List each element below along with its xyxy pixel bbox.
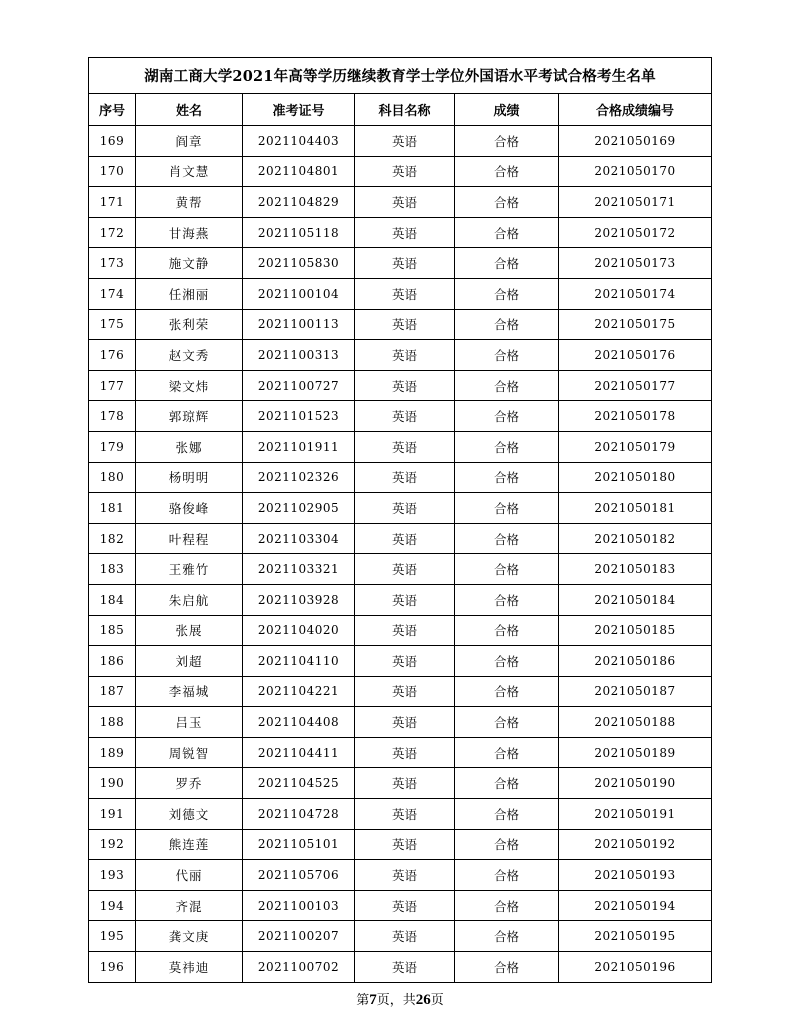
- table-row: [89, 707, 712, 738]
- cell-index: 196: [89, 952, 136, 983]
- cell-name: 罗乔: [136, 768, 243, 799]
- cell-exam-id: 2021101523: [243, 401, 355, 432]
- cell-index: 169: [89, 126, 136, 157]
- cell-result: 合格: [455, 829, 559, 860]
- table-row: [89, 554, 712, 585]
- cell-exam-id: 2021103304: [243, 523, 355, 554]
- cell-index: 181: [89, 493, 136, 524]
- cell-cert-no: 2021050177: [559, 370, 712, 401]
- header-row: [89, 94, 712, 126]
- cell-name: 叶程程: [136, 523, 243, 554]
- cell-cert-no: 2021050191: [559, 799, 712, 830]
- table-row: [89, 156, 712, 187]
- cell-exam-id: 2021105101: [243, 829, 355, 860]
- cell-name: 李福城: [136, 676, 243, 707]
- cell-subject: 英语: [355, 707, 455, 738]
- cell-exam-id: 2021104020: [243, 615, 355, 646]
- table-row: [89, 493, 712, 524]
- cell-index: 178: [89, 401, 136, 432]
- total-page-count: 26: [415, 992, 431, 1008]
- cell-exam-id: 2021102326: [243, 462, 355, 493]
- cell-subject: 英语: [355, 615, 455, 646]
- cell-exam-id: 2021104411: [243, 737, 355, 768]
- cell-cert-no: 2021050196: [559, 952, 712, 983]
- cell-exam-id: 2021104221: [243, 676, 355, 707]
- table-row: [89, 523, 712, 554]
- cell-subject: 英语: [355, 278, 455, 309]
- cell-subject: 英语: [355, 799, 455, 830]
- cell-subject: 英语: [355, 860, 455, 891]
- cell-name: 肖文慧: [136, 156, 243, 187]
- cell-result: 合格: [455, 952, 559, 983]
- cell-cert-no: 2021050194: [559, 890, 712, 921]
- cell-result: 合格: [455, 646, 559, 677]
- cell-name: 甘海燕: [136, 217, 243, 248]
- table-row: [89, 309, 712, 340]
- cell-exam-id: 2021103928: [243, 584, 355, 615]
- column-header-cert-no: 合格成绩编号: [559, 94, 712, 126]
- cell-name: 张利荣: [136, 309, 243, 340]
- cell-result: 合格: [455, 890, 559, 921]
- cell-subject: 英语: [355, 890, 455, 921]
- roster-table: [88, 57, 712, 983]
- cell-subject: 英语: [355, 829, 455, 860]
- cell-cert-no: 2021050184: [559, 584, 712, 615]
- column-header-subject: 科目名称: [355, 94, 455, 126]
- cell-subject: 英语: [355, 523, 455, 554]
- table-row: [89, 340, 712, 371]
- cell-exam-id: 2021104728: [243, 799, 355, 830]
- cell-name: 梁文炜: [136, 370, 243, 401]
- table-row: [89, 646, 712, 677]
- cell-cert-no: 2021050183: [559, 554, 712, 585]
- cell-index: 177: [89, 370, 136, 401]
- cell-cert-no: 2021050179: [559, 431, 712, 462]
- cell-result: 合格: [455, 860, 559, 891]
- cell-index: 187: [89, 676, 136, 707]
- cell-name: 张娜: [136, 431, 243, 462]
- cell-cert-no: 2021050178: [559, 401, 712, 432]
- cell-cert-no: 2021050173: [559, 248, 712, 279]
- cell-exam-id: 2021104801: [243, 156, 355, 187]
- cell-subject: 英语: [355, 126, 455, 157]
- footer-prefix: 第: [356, 993, 370, 1008]
- cell-result: 合格: [455, 768, 559, 799]
- cell-exam-id: 2021102905: [243, 493, 355, 524]
- cell-index: 183: [89, 554, 136, 585]
- cell-index: 193: [89, 860, 136, 891]
- table-row: [89, 370, 712, 401]
- cell-exam-id: 2021105706: [243, 860, 355, 891]
- cell-exam-id: 2021105118: [243, 217, 355, 248]
- cell-index: 182: [89, 523, 136, 554]
- cell-cert-no: 2021050174: [559, 278, 712, 309]
- cell-name: 刘德文: [136, 799, 243, 830]
- cell-result: 合格: [455, 493, 559, 524]
- cell-result: 合格: [455, 401, 559, 432]
- cell-exam-id: 2021100313: [243, 340, 355, 371]
- column-header-index: 序号: [89, 94, 136, 126]
- table-row: [89, 217, 712, 248]
- cell-subject: 英语: [355, 462, 455, 493]
- table-row: [89, 890, 712, 921]
- cell-result: 合格: [455, 370, 559, 401]
- cell-cert-no: 2021050182: [559, 523, 712, 554]
- cell-index: 189: [89, 737, 136, 768]
- cell-subject: 英语: [355, 921, 455, 952]
- cell-subject: 英语: [355, 156, 455, 187]
- cell-exam-id: 2021105830: [243, 248, 355, 279]
- cell-subject: 英语: [355, 401, 455, 432]
- cell-exam-id: 2021100702: [243, 952, 355, 983]
- cell-name: 赵文秀: [136, 340, 243, 371]
- cell-cert-no: 2021050172: [559, 217, 712, 248]
- cell-cert-no: 2021050190: [559, 768, 712, 799]
- cell-cert-no: 2021050187: [559, 676, 712, 707]
- cell-cert-no: 2021050170: [559, 156, 712, 187]
- cell-result: 合格: [455, 431, 559, 462]
- cell-result: 合格: [455, 799, 559, 830]
- cell-result: 合格: [455, 126, 559, 157]
- cell-cert-no: 2021050186: [559, 646, 712, 677]
- cell-name: 郭琼辉: [136, 401, 243, 432]
- table-row: [89, 921, 712, 952]
- cell-name: 齐混: [136, 890, 243, 921]
- cell-result: 合格: [455, 309, 559, 340]
- cell-exam-id: 2021104403: [243, 126, 355, 157]
- cell-cert-no: 2021050193: [559, 860, 712, 891]
- cell-result: 合格: [455, 707, 559, 738]
- cell-cert-no: 2021050175: [559, 309, 712, 340]
- cell-index: 172: [89, 217, 136, 248]
- cell-result: 合格: [455, 554, 559, 585]
- table-row: [89, 829, 712, 860]
- cell-exam-id: 2021104110: [243, 646, 355, 677]
- cell-cert-no: 2021050181: [559, 493, 712, 524]
- cell-result: 合格: [455, 921, 559, 952]
- roster-body: [89, 126, 712, 983]
- table-row: [89, 584, 712, 615]
- cell-result: 合格: [455, 615, 559, 646]
- cell-cert-no: 2021050171: [559, 187, 712, 218]
- cell-name: 代丽: [136, 860, 243, 891]
- cell-result: 合格: [455, 248, 559, 279]
- cell-cert-no: 2021050192: [559, 829, 712, 860]
- cell-cert-no: 2021050169: [559, 126, 712, 157]
- title-row: [89, 58, 712, 94]
- cell-index: 195: [89, 921, 136, 952]
- cell-subject: 英语: [355, 370, 455, 401]
- cell-name: 阎章: [136, 126, 243, 157]
- cell-subject: 英语: [355, 676, 455, 707]
- cell-name: 朱启航: [136, 584, 243, 615]
- cell-cert-no: 2021050180: [559, 462, 712, 493]
- cell-index: 184: [89, 584, 136, 615]
- cell-name: 刘超: [136, 646, 243, 677]
- cell-index: 170: [89, 156, 136, 187]
- cell-exam-id: 2021100207: [243, 921, 355, 952]
- cell-name: 周锐智: [136, 737, 243, 768]
- cell-result: 合格: [455, 340, 559, 371]
- cell-result: 合格: [455, 584, 559, 615]
- cell-index: 194: [89, 890, 136, 921]
- cell-index: 192: [89, 829, 136, 860]
- cell-index: 185: [89, 615, 136, 646]
- cell-subject: 英语: [355, 217, 455, 248]
- table-row: [89, 462, 712, 493]
- cell-result: 合格: [455, 187, 559, 218]
- cell-exam-id: 2021100104: [243, 278, 355, 309]
- cell-name: 熊连莲: [136, 829, 243, 860]
- cell-cert-no: 2021050176: [559, 340, 712, 371]
- cell-name: 杨明明: [136, 462, 243, 493]
- cell-index: 180: [89, 462, 136, 493]
- cell-cert-no: 2021050185: [559, 615, 712, 646]
- table-row: [89, 799, 712, 830]
- cell-name: 骆俊峰: [136, 493, 243, 524]
- cell-exam-id: 2021100113: [243, 309, 355, 340]
- cell-index: 190: [89, 768, 136, 799]
- cell-result: 合格: [455, 737, 559, 768]
- column-header-exam-id: 准考证号: [243, 94, 355, 126]
- cell-cert-no: 2021050189: [559, 737, 712, 768]
- column-header-result: 成绩: [455, 94, 559, 126]
- cell-result: 合格: [455, 676, 559, 707]
- cell-exam-id: 2021103321: [243, 554, 355, 585]
- table-row: [89, 615, 712, 646]
- cell-subject: 英语: [355, 309, 455, 340]
- cell-subject: 英语: [355, 768, 455, 799]
- cell-index: 175: [89, 309, 136, 340]
- cell-subject: 英语: [355, 340, 455, 371]
- table-row: [89, 737, 712, 768]
- cell-result: 合格: [455, 462, 559, 493]
- table-row: [89, 676, 712, 707]
- current-page-number: 7: [369, 992, 377, 1008]
- cell-exam-id: 2021100103: [243, 890, 355, 921]
- cell-subject: 英语: [355, 554, 455, 585]
- cell-exam-id: 2021100727: [243, 370, 355, 401]
- cell-result: 合格: [455, 278, 559, 309]
- cell-index: 173: [89, 248, 136, 279]
- table-row: [89, 952, 712, 983]
- cell-name: 莫祎迪: [136, 952, 243, 983]
- cell-subject: 英语: [355, 493, 455, 524]
- cell-name: 张展: [136, 615, 243, 646]
- cell-index: 176: [89, 340, 136, 371]
- cell-result: 合格: [455, 156, 559, 187]
- roster-sheet: [88, 57, 711, 983]
- cell-name: 王雅竹: [136, 554, 243, 585]
- cell-name: 任湘丽: [136, 278, 243, 309]
- cell-name: 黄帮: [136, 187, 243, 218]
- cell-cert-no: 2021050195: [559, 921, 712, 952]
- table-row: [89, 248, 712, 279]
- cell-index: 188: [89, 707, 136, 738]
- table-row: [89, 860, 712, 891]
- cell-exam-id: 2021101911: [243, 431, 355, 462]
- cell-subject: 英语: [355, 431, 455, 462]
- table-row: [89, 768, 712, 799]
- cell-name: 施文静: [136, 248, 243, 279]
- cell-subject: 英语: [355, 584, 455, 615]
- column-header-name: 姓名: [136, 94, 243, 126]
- page-footer: [0, 989, 800, 1009]
- footer-suffix: 页: [430, 993, 444, 1008]
- cell-index: 171: [89, 187, 136, 218]
- footer-middle: 页，共: [376, 993, 416, 1008]
- cell-name: 吕玉: [136, 707, 243, 738]
- cell-exam-id: 2021104525: [243, 768, 355, 799]
- cell-cert-no: 2021050188: [559, 707, 712, 738]
- cell-subject: 英语: [355, 187, 455, 218]
- cell-name: 龚文庚: [136, 921, 243, 952]
- cell-subject: 英语: [355, 646, 455, 677]
- table-row: [89, 431, 712, 462]
- cell-index: 174: [89, 278, 136, 309]
- cell-result: 合格: [455, 523, 559, 554]
- table-row: [89, 187, 712, 218]
- document-title: 湖南工商大学2021年高等学历继续教育学士学位外国语水平考试合格考生名单: [89, 58, 712, 94]
- table-row: [89, 126, 712, 157]
- cell-exam-id: 2021104408: [243, 707, 355, 738]
- cell-result: 合格: [455, 217, 559, 248]
- cell-subject: 英语: [355, 952, 455, 983]
- cell-exam-id: 2021104829: [243, 187, 355, 218]
- table-row: [89, 401, 712, 432]
- cell-subject: 英语: [355, 737, 455, 768]
- cell-index: 191: [89, 799, 136, 830]
- cell-subject: 英语: [355, 248, 455, 279]
- cell-index: 186: [89, 646, 136, 677]
- table-row: [89, 278, 712, 309]
- cell-index: 179: [89, 431, 136, 462]
